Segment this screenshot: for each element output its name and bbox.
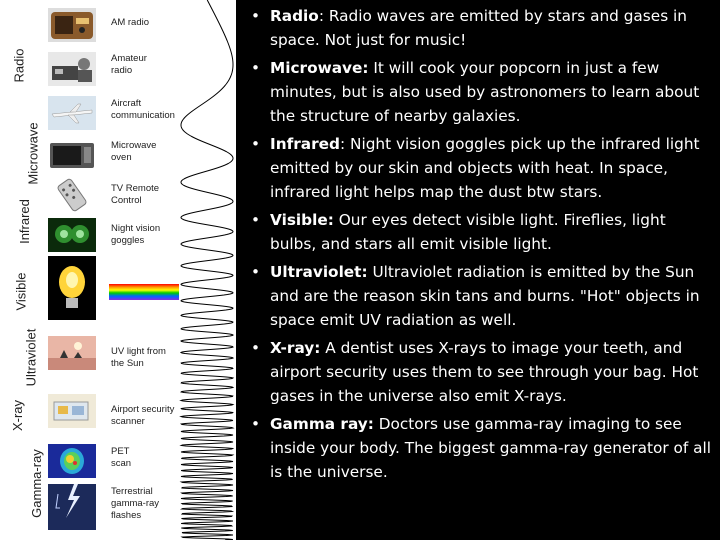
example-caption: PET scan: [111, 446, 132, 469]
tv-remote-icon: [48, 178, 96, 212]
band-label-infrared: Infrared: [16, 199, 32, 244]
example-caption: UV light from the Sun: [111, 346, 166, 369]
band-label-xray: X-ray: [10, 399, 26, 432]
example-caption: Amateur radio: [111, 53, 147, 76]
pet-scan-icon: [48, 444, 96, 478]
microwave-oven-icon: [48, 138, 96, 172]
visible-spectrum-bar: [109, 284, 179, 300]
bullet-item-xray: • X-ray: A dentist uses X-rays to image your teeth, and airport security uses them to see through your bag. Hot gases in the universe also emit X-rays.: [251, 339, 699, 405]
band-label-radio: Radio: [11, 48, 27, 83]
band-label-gamma-ray: Gamma-ray: [28, 449, 44, 518]
spectrum-illustration: [0, 0, 236, 540]
aircraft-icon: [48, 96, 96, 130]
example-caption: AM radio: [111, 17, 150, 28]
example-caption: Night vision goggles: [111, 223, 161, 246]
description-panel: [236, 0, 720, 540]
bullet-item-gamma-ray: • Gamma ray: Doctors use gamma-ray imaging to see inside your body. The biggest gamma-ray generator of all is the universe.: [251, 415, 711, 481]
wavelength-wave: [178, 0, 236, 540]
band-label-visible: Visible: [13, 272, 29, 311]
bullet-list: [248, 4, 714, 488]
lightning-icon: [48, 484, 96, 530]
band-label-ultraviolet: Ultraviolet: [23, 328, 39, 387]
night-vision-icon: [48, 218, 96, 252]
bullet-item-radio: • Radio: Radio waves are emitted by stars and gases in space. Not just for music!: [251, 7, 687, 49]
light-bulb-icon: [48, 256, 96, 320]
sun-icon: [48, 336, 96, 370]
bullet-item-ultraviolet: • Ultraviolet: Ultraviolet radiation is emitted by the Sun and are the reason skin tans and burns. "Hot" objects in space emit UV radiation as well.: [251, 263, 700, 329]
band-label-microwave: Microwave: [25, 122, 41, 185]
example-caption: TV Remote Control: [111, 183, 160, 206]
example-caption: Airport security scanner: [111, 404, 175, 427]
security-scanner-icon: [48, 394, 96, 428]
bullet-item-microwave: • Microwave: It will cook your popcorn in just a few minutes, but is also used by astronomers to learn about the structure of nearby galaxies.: [251, 59, 700, 125]
example-caption: Aircraft communication: [111, 98, 175, 121]
amateur-radio-icon: [48, 52, 96, 86]
example-caption: Terrestrial gamma-ray flashes: [111, 486, 160, 521]
bullet-item-infrared: • Infrared: Night vision goggles pick up the infrared light emitted by our skin and objects with heat. In space, infrared light helps map the dust btw stars.: [251, 135, 700, 201]
bullet-item-visible: • Visible: Our eyes detect visible light. Fireflies, light bulbs, and stars all emit visible light.: [251, 211, 666, 253]
radio-icon: [48, 8, 96, 42]
example-caption: Microwave oven: [111, 140, 157, 163]
